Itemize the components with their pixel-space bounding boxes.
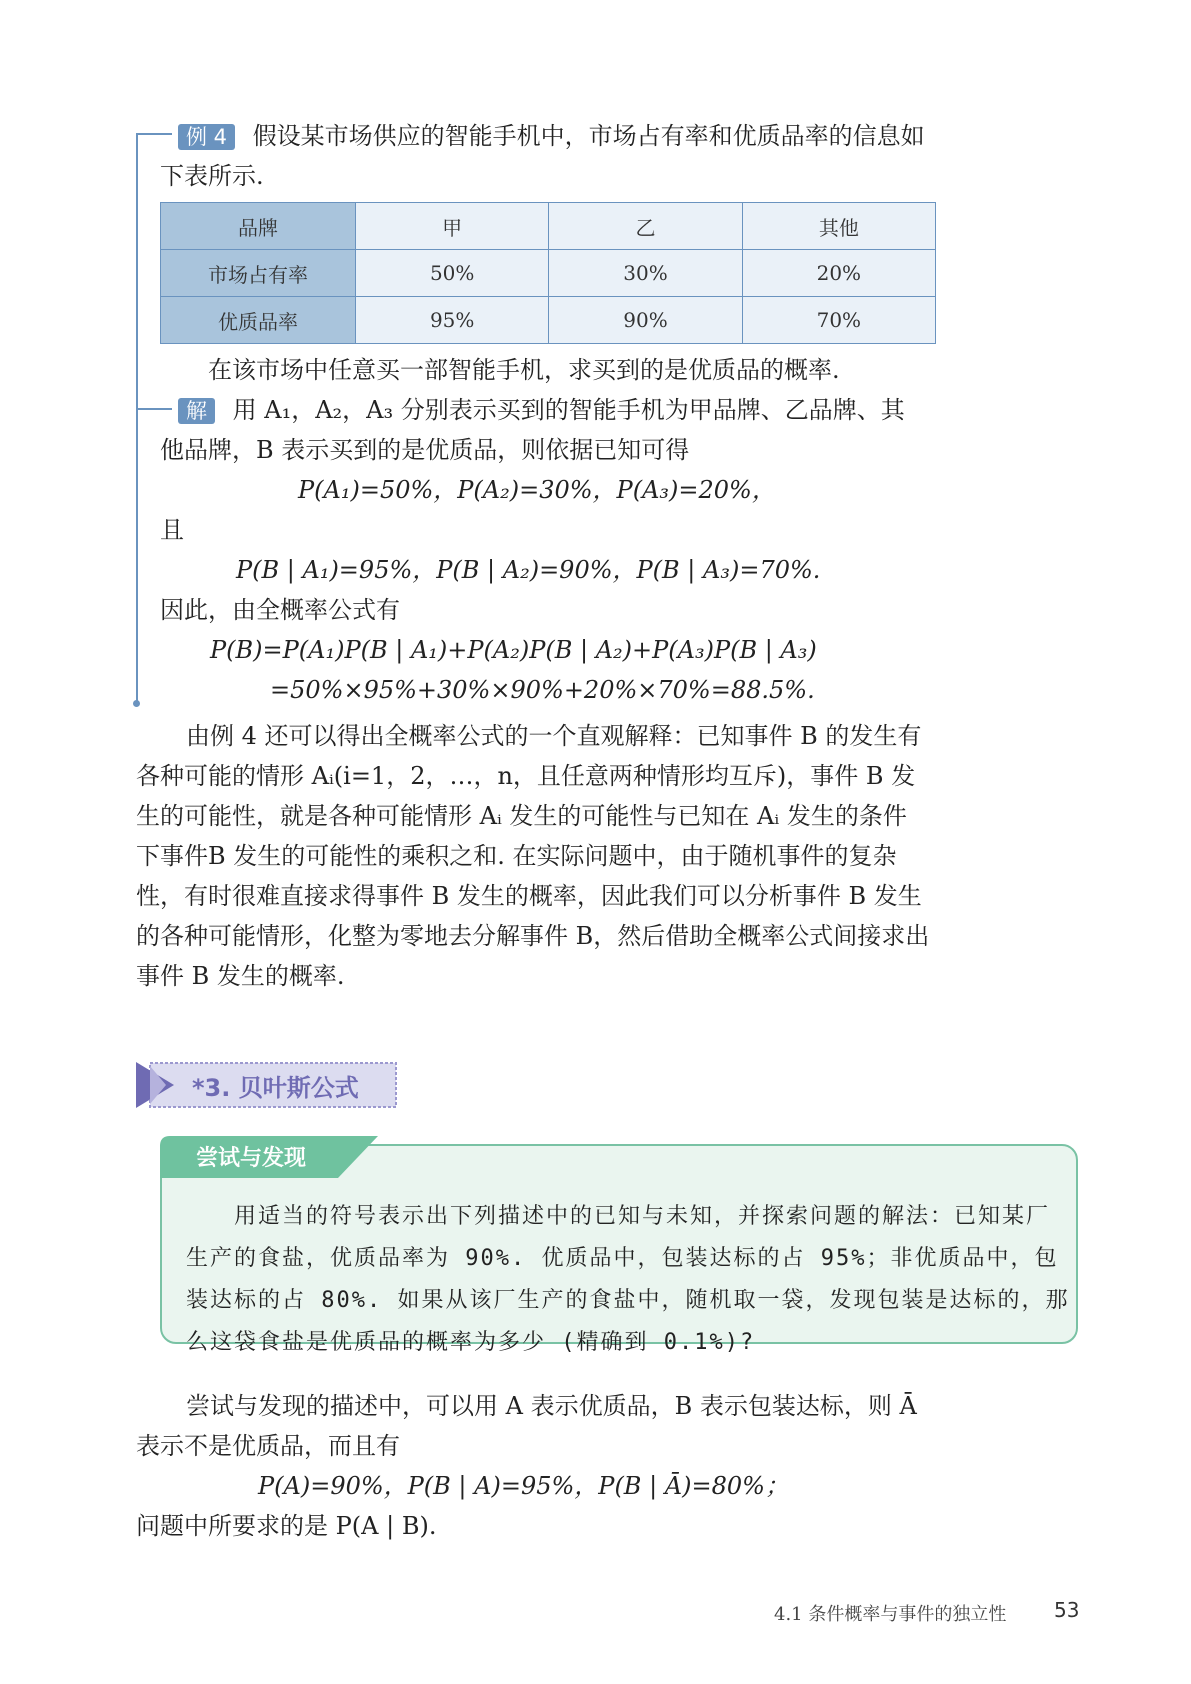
explanation-line: 下事件B 发生的可能性的乘积之和. 在实际问题中，由于随机事件的复杂 (136, 842, 897, 870)
try-discover-line: 装达标的占 80%. 如果从该厂生产的食盐中，随机取一袋，发现包装是达标的，那 (186, 1288, 1070, 1313)
try-discover-title: 尝试与发现 (196, 1146, 307, 1171)
solution-and: 且 (160, 516, 184, 544)
table-header-cell: 甲 (356, 203, 549, 250)
footer-section-title: 4.1 条件概率与事件的独立性 (774, 1604, 1007, 1625)
equation-prior: P(A₁)=50%，P(A₂)=30%，P(A₃)=20%， (298, 476, 776, 504)
equation-conditional: P(B | A₁)=95%，P(B | A₂)=90%，P(B | A₃)=70%. (236, 556, 821, 584)
page-number: 53 (1054, 1598, 1080, 1622)
solution-therefore: 因此，由全概率公式有 (160, 596, 400, 624)
table-cell: 70% (742, 297, 935, 344)
solution-line-2: 他品牌，B 表示买到的是优质品，则依据已知可得 (160, 436, 690, 464)
explanation-line: 的各种可能情形，化整为零地去分解事件 B，然后借助全概率公式间接求出 (136, 922, 930, 950)
table-cell: 95% (356, 297, 549, 344)
table-header-cell: 品牌 (161, 203, 356, 250)
example-bracket-line (136, 133, 138, 705)
table-header-row (161, 203, 936, 250)
table-row (161, 297, 936, 344)
solution-line-1: 解 用 A₁，A₂，A₃ 分别表示买到的智能手机为甲品牌、乙品牌、其 (178, 390, 905, 430)
explanation-line: 性，有时很难直接求得事件 B 发生的概率，因此我们可以分析事件 B 发生 (136, 882, 922, 910)
explanation-line: 生的可能性，就是各种可能情形 Aᵢ 发生的可能性与已知在 Aᵢ 发生的条件 (136, 802, 907, 830)
explanation-line: 由例 4 还可以得出全概率公式的一个直观解释：已知事件 B 的发生有 (186, 722, 922, 750)
explanation-line: 各种可能的情形 Aᵢ(i=1，2，…，n，且任意两种情形均互斥)，事件 B 发 (136, 762, 916, 790)
example-bracket-end-dot (133, 700, 140, 707)
try-discover-line: 么这袋食盐是优质品的概率为多少 (精确到 0.1%)? (186, 1330, 756, 1355)
bayes-line-2: 表示不是优质品，而且有 (136, 1432, 400, 1460)
brand-table (160, 202, 936, 344)
table-row-label: 市场占有率 (161, 250, 356, 297)
table-cell: 30% (549, 250, 742, 297)
section-title: *3. 贝叶斯公式 (192, 1074, 359, 1102)
table-row-label: 优质品率 (161, 297, 356, 344)
example-tag: 例 4 (178, 124, 235, 150)
explanation-line: 事件 B 发生的概率. (136, 962, 345, 990)
try-discover-line: 生产的食盐，优质品率为 90%. 优质品中，包装达标的占 95%；非优质品中，包 (186, 1246, 1059, 1271)
equation-result: =50%×95%+30%×90%+20%×70%=88.5%. (270, 676, 815, 704)
example-bracket-top (136, 133, 172, 135)
solution-tag: 解 (178, 398, 215, 424)
bayes-line-3: 问题中所要求的是 P(A | B). (136, 1512, 437, 1540)
try-discover-tab (160, 1136, 380, 1182)
example-intro-line-2: 下表所示. (160, 162, 264, 190)
table-row (161, 250, 936, 297)
example-intro-line-1: 例 4 假设某市场供应的智能手机中，市场占有率和优质品率的信息如 (178, 116, 925, 156)
table-cell: 50% (356, 250, 549, 297)
table-header-cell: 乙 (549, 203, 742, 250)
table-cell: 90% (549, 297, 742, 344)
try-discover-line: 用适当的符号表示出下列描述中的已知与未知，并探索问题的解法：已知某厂 (234, 1204, 1051, 1229)
table-cell: 20% (742, 250, 935, 297)
example-question: 在该市场中任意买一部智能手机，求买到的是优质品的概率. (208, 356, 840, 384)
equation-total-probability: P(B)=P(A₁)P(B | A₁)+P(A₂)P(B | A₂)+P(A₃)P(B | A₃) (210, 636, 817, 664)
bayes-equation: P(A)=90%，P(B | A)=95%，P(B | Ā)=80%； (258, 1472, 789, 1500)
section-banner (136, 1062, 398, 1108)
table-header-cell: 其他 (742, 203, 935, 250)
solution-bracket-tick (136, 408, 172, 410)
bayes-line-1: 尝试与发现的描述中，可以用 A 表示优质品，B 表示包装达标，则 Ā (186, 1392, 917, 1420)
